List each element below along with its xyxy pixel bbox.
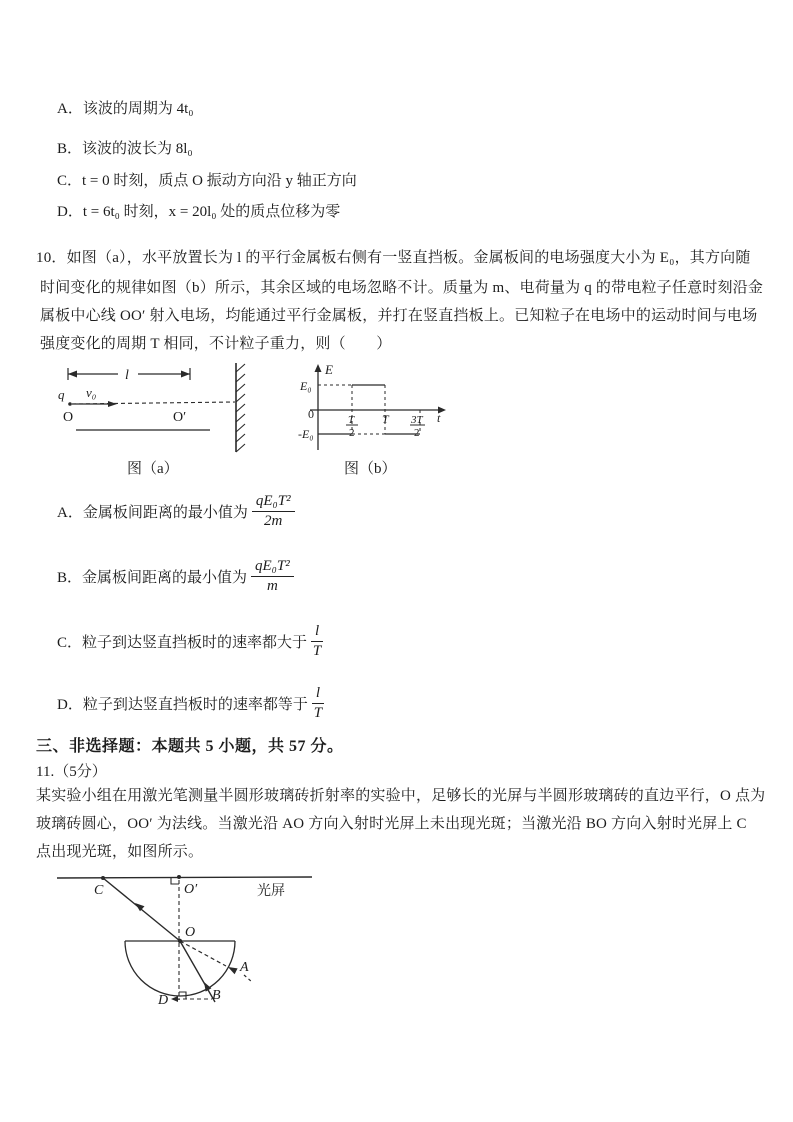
q10-stem-line: 属板中心线 OO′ 射入电场，均能通过平行金属板，并打在竖直挡板上。已知粒子在电场中的运动时间与电场 [40,308,758,324]
dimension-arrow-right [181,371,190,378]
right-angle-mark-screen [171,878,179,884]
fraction-numerator: l [312,685,324,704]
label-O-prime: O′ [184,882,198,897]
tick-zero: 0 [308,407,314,421]
tick-T-half-den: 2 [349,427,355,439]
charge-dot [68,402,72,406]
label-O: O [63,410,74,425]
figure-a-caption: 图（a） [127,461,179,477]
axis-label-E: E [325,362,333,377]
q10-option-a-text: A．金属板间距离的最小值为 [57,505,248,522]
q10-stem-line: 强度变化的周期 T 相同，不计粒子重力，则（ ） [40,336,392,352]
figure-b-field-graph [298,362,453,457]
fraction [251,558,294,596]
figure-b-caption: 图（b） [344,461,397,477]
section-3-header: 三、非选择题：本题共 5 小题，共 57 分。 [36,738,344,755]
label-C: C [94,883,104,898]
label-A: A [240,960,249,975]
q9-option-a: A．该波的周期为 4t₀ [57,101,194,117]
ray-A-tail-dashed [244,975,252,982]
dimension-arrow-left [68,371,77,378]
q11-number: 11.（5分） [36,764,107,780]
fraction-denominator: T [312,643,322,660]
fraction [311,623,323,661]
wall-hatching [236,364,245,452]
q10-option-a [57,493,295,531]
tick-3T-half-num: 3T [411,414,423,426]
figure-q11-refraction [52,864,322,1022]
light-screen-line [57,877,312,878]
q9-option-b: B．该波的波长为 8l₀ [57,141,193,157]
q10-option-d [57,685,324,723]
label-q: q [58,387,65,402]
tick-negE0: -E₀ [298,427,314,441]
q11-stem-line: 点出现光斑，如图所示。 [36,844,204,860]
label-D: D [158,993,169,1008]
point-O-prime-dot [177,875,181,879]
tick-T-half-num: T [348,414,355,426]
tick-3T-half-den: 2 [414,427,420,439]
label-v0: v₀ [86,385,97,400]
screen-label: 光屏 [257,884,285,899]
fraction-numerator: qE₀T² [252,493,295,512]
q11-stem-line: 某实验小组在用激光笔测量半圆形玻璃砖折射率的实验中，足够长的光屏与半圆形玻璃砖的直边平行，O 点为 [36,788,766,804]
q10-stem-line: 10．如图（a），水平放置长为 l 的平行金属板右侧有一竖直挡板。金属板间的电场强度大小为 E₀，其方向随 [36,250,751,266]
fraction [252,493,295,531]
fraction-denominator: 2m [264,513,283,530]
label-O: O [185,925,196,940]
q10-stem-line: 时间变化的规律如图（b）所示，其余区域的电场忽略不计。质量为 m、电荷量为 q 的带电粒子任意时刻沿金 [40,280,764,296]
q11-stem-line: 玻璃砖圆心，OO′ 为法线。当激光沿 AO 方向入射时光屏上未出现光斑；当激光沿 BO 方向入射时光屏上 C [36,816,747,832]
q10-option-c-text: C．粒子到达竖直挡板时的速率都大于 [57,635,308,652]
fraction-numerator: l [311,623,323,642]
fraction-denominator: m [266,578,278,595]
label-O-prime: O′ [173,410,187,425]
label-B: B [212,988,221,1003]
tick-E0: E₀ [300,379,312,393]
q10-option-b [57,558,294,596]
length-dimension [68,368,190,380]
axis-label-t: t [437,411,441,425]
label-l: l [125,368,129,383]
y-axis-arrowhead [315,364,322,372]
fraction-denominator: T [313,705,323,722]
q10-option-c [57,623,323,661]
fraction [312,685,324,723]
q10-option-b-text: B．金属板间距离的最小值为 [57,570,248,587]
q9-option-c: C．t = 0 时刻，质点 O 振动方向沿 y 轴正方向 [57,173,357,189]
center-line-dashed [72,402,235,404]
q10-option-d-text: D．粒子到达竖直挡板时的速率都等于 [57,697,308,714]
q9-option-d: D．t = 6t₀ 时刻，x = 20l₀ 处的质点位移为零 [57,204,341,220]
tick-T: T [382,412,389,426]
fraction-numerator: qE₀T² [251,558,294,577]
figure-a-parallel-plates [50,360,255,455]
ray-AO-arrowhead [228,967,238,974]
